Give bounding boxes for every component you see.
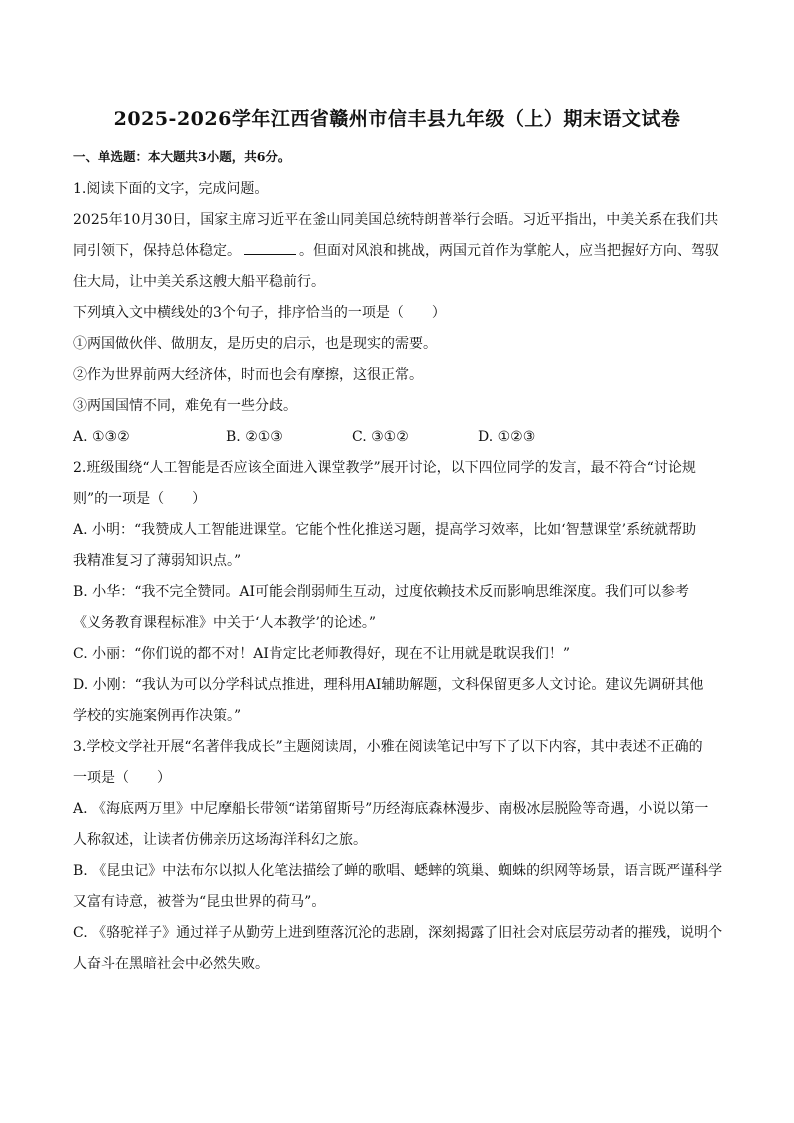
questions-content — [73, 174, 723, 980]
q1-option-b: B. ②①③ — [226, 429, 283, 445]
q1-option-c: C. ③①② — [352, 429, 409, 445]
q3-option-b: B. 《昆虫记》中法布尔以拟人化笔法描绘了蝉的歌唱、蟋蟀的筑巢、蜘蛛的织网等场景，语言既严谨科学 — [73, 863, 723, 879]
q1-sentence-3: ③两国国情不同，难免有一些分歧。 — [73, 398, 297, 414]
q2-option-d: 学校的实施案例再作决策。” — [73, 708, 242, 724]
q1-passage-line: 住大局，让中美关系这艘大船平稳前行。 — [73, 274, 325, 290]
q1-option-d: D. ①②③ — [478, 429, 536, 445]
exam-title: 2025-2026学年江西省赣州市信丰县九年级（上）期末语文试卷 — [113, 108, 681, 130]
q1-prompt: 下列填入文中横线处的3个句子，排序恰当的一项是（ ） — [73, 305, 446, 321]
q1-passage-line — [73, 236, 723, 267]
q1-passage-text: 同引领下，保持总体稳定。 — [73, 243, 241, 259]
q1-option-a: A. ①③② — [73, 429, 130, 445]
q3-option-a: A. 《海底两万里》中尼摩船长带领“诺第留斯号”历经海底森林漫步、南极冰层脱险等奇遇，小说以第一 — [73, 801, 709, 817]
q2-option-a: 我精准复习了薄弱知识点。” — [73, 553, 242, 569]
section-heading: 一、单选题：本大题共3小题，共6分。 — [73, 149, 291, 164]
q2-stem: 2.班级围绕“人工智能是否应该全面进入课堂教学”展开讨论，以下四位同学的发言，最不符合“讨论规 — [73, 460, 696, 476]
q1-passage-line: 2025年10月30日，国家主席习近平在釜山同美国总统特朗普举行会晤。习近平指出，中美关系在我们共 — [73, 212, 719, 228]
q2-stem: 则”的一项是（ ） — [73, 491, 207, 507]
q3-option-c: C. 《骆驼祥子》通过祥子从勤劳上进到堕落沉沦的悲剧，深刻揭露了旧社会对底层劳动者的摧残，说明个 — [73, 925, 723, 941]
q2-option-c: C. 小丽：“你们说的都不对！AI肯定比老师教得好，现在不让用就是耽误我们！” — [73, 646, 571, 662]
q3-option-b: 又富有诗意，被誉为“昆虫世界的荷马”。 — [73, 894, 326, 910]
q2-option-d: D. 小刚：“我认为可以分学科试点推进，理科用AI辅助解题，文科保留更多人文讨论。建议先调研其他 — [73, 677, 704, 693]
q1-sentence-1: ①两国做伙伴、做朋友，是历史的启示，也是现实的需要。 — [73, 336, 437, 352]
q2-option-a: A. 小明：“我赞成人工智能进课堂。它能个性化推送习题，提高学习效率，比如‘智慧课堂’系统就帮助 — [73, 522, 697, 538]
q1-sentence-2: ②作为世界前两大经济体，时而也会有摩擦，这很正常。 — [73, 367, 423, 383]
q2-option-b: 《义务教育课程标准》中关于‘人本教学’的论述。” — [73, 615, 377, 631]
q2-option-b: B. 小华：“我不完全赞同。AI可能会削弱师生互动，过度依赖技术反而影响思维深度。我们可以参考 — [73, 584, 689, 600]
q3-stem: 3.学校文学社开展“名著伴我成长”主题阅读周，小雅在阅读笔记中写下了以下内容，其中表述不正确的 — [73, 739, 703, 755]
q3-option-c: 人奋斗在黑暗社会中必然失败。 — [73, 956, 269, 972]
q3-stem: 一项是（ ） — [73, 770, 171, 786]
q3-option-a: 人称叙述，让读者仿佛亲历这场海洋科幻之旅。 — [73, 832, 367, 848]
q1-options — [73, 422, 723, 453]
q1-passage-text: 。但面对风浪和挑战，两国元首作为掌舵人，应当把握好方向、驾驭 — [299, 243, 719, 259]
q1-stem: 1.阅读下面的文字，完成问题。 — [73, 181, 269, 197]
fill-blank — [244, 238, 296, 255]
